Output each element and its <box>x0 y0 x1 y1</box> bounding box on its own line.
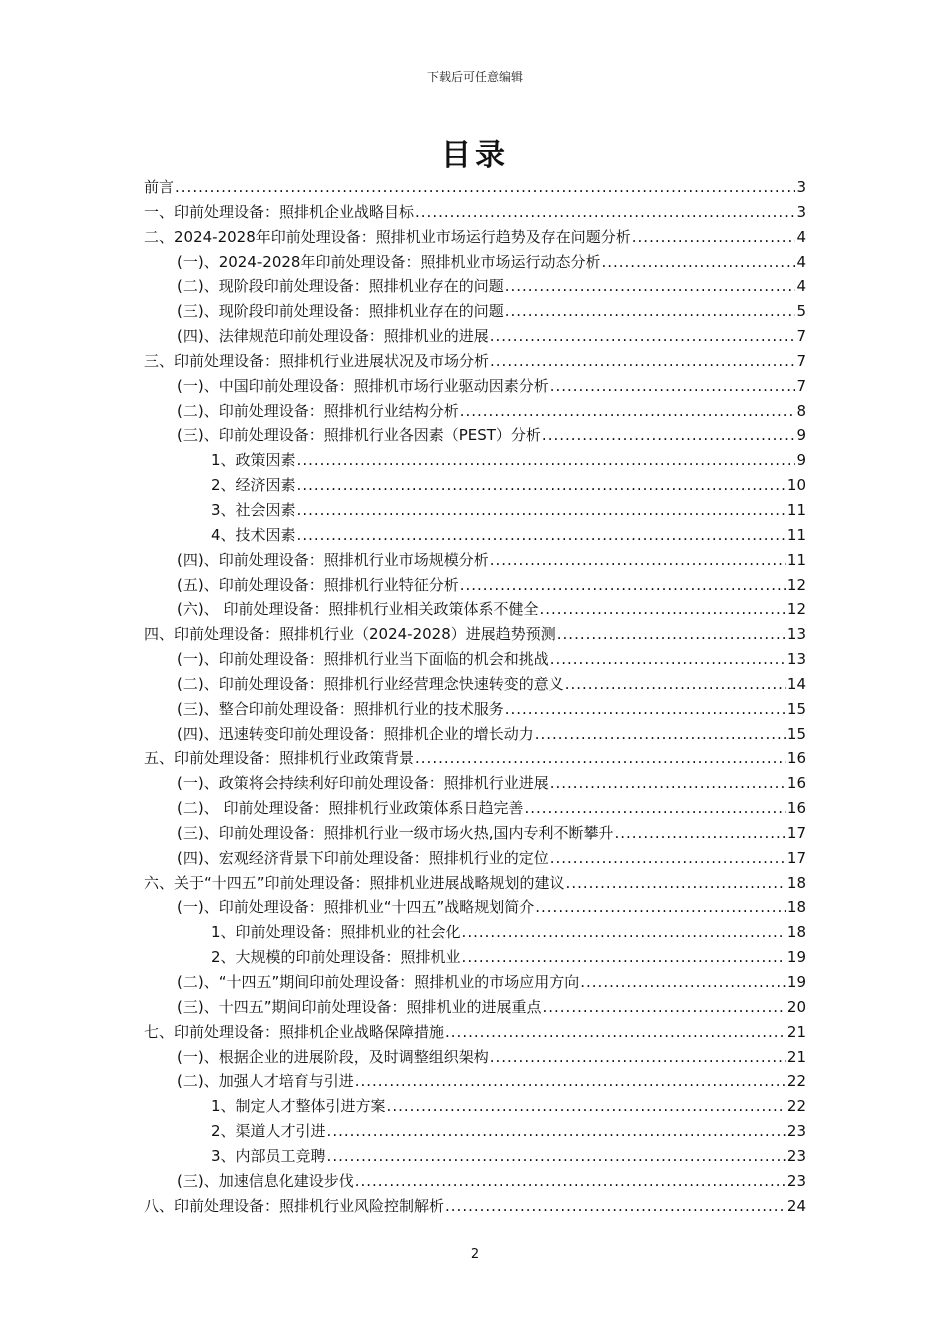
toc-entry-page: 23 <box>786 1146 806 1165</box>
toc-leader-dots <box>535 722 786 747</box>
toc-entry-title: (三)、印前处理设备：照排机行业一级市场火热,国内专利不断攀升 <box>177 823 614 842</box>
toc-entry-title: (二)、印前处理设备：照排机行业结构分析 <box>177 401 459 420</box>
toc-leader-dots <box>175 175 795 200</box>
toc-entry-page: 3 <box>796 178 806 196</box>
toc-leader-dots <box>490 1045 786 1070</box>
toc-leader-dots <box>550 374 796 399</box>
toc-leader-dots <box>542 995 785 1020</box>
toc-leader-dots <box>415 746 786 771</box>
toc-entry[interactable] <box>144 1020 806 1045</box>
toc-entry-page: 20 <box>786 997 806 1016</box>
toc-entry[interactable] <box>144 796 806 821</box>
toc-leader-dots <box>505 274 796 299</box>
toc-entry[interactable] <box>144 771 806 796</box>
toc-entry-title: 2、大规模的印前处理设备：照排机业 <box>211 948 461 967</box>
toc-entry[interactable] <box>144 200 806 225</box>
page-header: 下载后可任意编辑 <box>426 70 523 84</box>
toc-entry-page: 11 <box>786 525 806 544</box>
toc-entry-page: 12 <box>786 600 806 619</box>
toc-entry-title: 3、社会因素 <box>211 500 296 519</box>
toc-entry[interactable] <box>144 622 806 647</box>
toc-entry-page: 9 <box>796 451 806 470</box>
toc-entry[interactable] <box>144 225 806 250</box>
toc-entry-title: 八、印前处理设备：照排机行业风险控制解析 <box>144 1196 445 1215</box>
toc-entry-page: 19 <box>786 973 806 991</box>
toc-entry-page: 7 <box>796 376 806 395</box>
toc-entry[interactable] <box>144 647 806 672</box>
toc-leader-dots <box>490 324 796 349</box>
toc-leader-dots <box>505 697 786 722</box>
toc-entry[interactable] <box>144 846 806 871</box>
toc-entry[interactable] <box>144 349 806 374</box>
toc-entry[interactable] <box>144 548 806 573</box>
toc-entry-title: (一)、政策将会持续利好印前处理设备：照排机行业进展 <box>177 774 549 793</box>
toc-entry-title: (一)、印前处理设备：照排机业“十四五”战略规划简介 <box>177 898 535 917</box>
toc-leader-dots <box>614 821 785 846</box>
toc-entry-page: 4 <box>796 252 806 271</box>
toc-leader-dots <box>327 1119 786 1144</box>
toc-leader-dots <box>387 1094 786 1119</box>
toc-entry-title: 1、制定人才整体引进方案 <box>211 1097 386 1116</box>
toc-entry-page: 15 <box>786 724 806 743</box>
toc-entry-page: 7 <box>796 327 806 346</box>
toc-entry-page: 13 <box>786 650 806 669</box>
toc-leader-dots <box>460 399 796 424</box>
toc-entry[interactable] <box>144 821 806 846</box>
toc-entry-title: (二)、加强人才培育与引进 <box>177 1072 354 1091</box>
toc-entry-title: (三)、印前处理设备：照排机行业各因素（PEST）分析 <box>177 426 541 445</box>
toc-entry-title: 2、渠道人才引进 <box>211 1122 326 1141</box>
toc-entry-page: 5 <box>796 302 806 321</box>
toc-entry-title: (一)、根据企业的进展阶段，及时调整组织架构 <box>177 1047 489 1066</box>
toc-entry-page: 16 <box>786 799 806 818</box>
toc-entry[interactable] <box>144 1045 806 1070</box>
toc-entry-title: 1、印前处理设备：照排机业的社会化 <box>211 923 461 942</box>
toc-entry-title: 1、政策因素 <box>211 451 296 470</box>
toc-leader-dots <box>550 771 786 796</box>
toc-entry-title: 三、印前处理设备：照排机行业进展状况及市场分析 <box>144 351 490 370</box>
toc-entry-title: 六、关于“十四五”印前处理设备：照排机业进展战略规划的建议 <box>144 873 565 892</box>
toc-entry[interactable] <box>144 473 806 498</box>
toc-entry-title: (一)、印前处理设备：照排机行业当下面临的机会和挑战 <box>177 650 549 669</box>
toc-entry-page: 21 <box>786 1047 806 1066</box>
toc-leader-dots <box>557 622 786 647</box>
toc-entry[interactable] <box>144 995 806 1020</box>
toc-entry-page: 15 <box>786 699 806 718</box>
toc-entry-title: (三)、十四五”期间印前处理设备：照排机业的进展重点 <box>177 997 542 1016</box>
toc-entry-title: (一)、中国印前处理设备：照排机市场行业驱动因素分析 <box>177 376 549 395</box>
toc-entry-title: 四、印前处理设备：照排机行业（2024-2028）进展趋势预测 <box>144 625 556 644</box>
toc-entry-page: 9 <box>796 426 806 445</box>
toc-entry-page: 18 <box>786 873 806 892</box>
toc-leader-dots <box>490 349 795 374</box>
toc-entry-page: 3 <box>796 202 806 221</box>
toc-leader-dots <box>460 573 786 598</box>
toc-entry[interactable] <box>144 1144 806 1169</box>
page-title: 目录 <box>441 138 509 173</box>
toc-entry-page: 21 <box>786 1022 806 1041</box>
toc-entry[interactable] <box>144 299 806 324</box>
toc-leader-dots <box>601 250 795 275</box>
toc-entry[interactable] <box>144 175 806 200</box>
toc-entry-title: 五、印前处理设备：照排机行业政策背景 <box>144 749 415 768</box>
toc-leader-dots <box>415 200 795 225</box>
toc-leader-dots <box>445 1194 786 1219</box>
toc-entry-page: 23 <box>786 1171 806 1190</box>
toc-leader-dots <box>535 895 786 920</box>
toc-entry-title: (四)、法律规范印前处理设备：照排机业的进展 <box>177 327 489 346</box>
toc-entry-page: 16 <box>786 749 806 768</box>
toc-entry-title: (二)、印前处理设备：照排机行业经营理念快速转变的意义 <box>177 674 564 693</box>
toc-entry-title: 前言 <box>144 178 175 196</box>
toc-entry-title: (四)、宏观经济背景下印前处理设备：照排机行业的定位 <box>177 848 549 867</box>
toc-entry[interactable] <box>144 250 806 275</box>
toc-entry[interactable] <box>144 722 806 747</box>
toc-entry-page: 23 <box>786 1122 806 1141</box>
toc-entry[interactable] <box>144 871 806 896</box>
toc-entry-page: 8 <box>796 401 806 420</box>
table-of-contents <box>144 175 806 1218</box>
toc-entry-title: (三)、加速信息化建设步伐 <box>177 1171 354 1190</box>
toc-entry-title: (二)、 印前处理设备：照排机行业政策体系日趋完善 <box>177 799 524 818</box>
toc-leader-dots <box>355 1069 786 1094</box>
toc-entry[interactable] <box>144 746 806 771</box>
page-number: 2 <box>470 1247 480 1262</box>
toc-entry[interactable] <box>144 374 806 399</box>
toc-leader-dots <box>566 871 786 896</box>
toc-leader-dots <box>524 796 785 821</box>
toc-leader-dots <box>565 672 786 697</box>
toc-leader-dots <box>490 548 786 573</box>
toc-entry-title: (四)、印前处理设备：照排机行业市场规模分析 <box>177 550 489 569</box>
toc-entry-title: (三)、整合印前处理设备：照排机行业的技术服务 <box>177 699 504 718</box>
toc-leader-dots <box>462 945 786 970</box>
toc-entry[interactable] <box>144 945 806 970</box>
toc-entry-title: 2、经济因素 <box>211 476 296 495</box>
toc-leader-dots <box>462 920 786 945</box>
toc-leader-dots <box>550 647 786 672</box>
toc-leader-dots <box>445 1020 786 1045</box>
toc-leader-dots <box>505 299 796 324</box>
toc-entry-title: 4、技术因素 <box>211 525 296 544</box>
toc-leader-dots <box>632 225 796 250</box>
toc-entry[interactable] <box>144 573 806 598</box>
toc-entry-page: 4 <box>796 227 806 246</box>
toc-entry-title: 二、2024-2028年印前处理设备：照排机业市场运行趋势及存在问题分析 <box>144 227 631 246</box>
toc-entry-page: 10 <box>786 476 806 495</box>
toc-entry-title: (六)、 印前处理设备：照排机行业相关政策体系不健全 <box>177 600 539 619</box>
toc-entry[interactable] <box>144 448 806 473</box>
toc-entry-page: 14 <box>786 674 806 693</box>
toc-entry[interactable] <box>144 1069 806 1094</box>
toc-leader-dots <box>297 473 786 498</box>
toc-entry-page: 11 <box>786 500 806 519</box>
toc-entry[interactable] <box>144 274 806 299</box>
toc-entry-page: 22 <box>786 1072 806 1091</box>
toc-leader-dots <box>580 970 786 995</box>
toc-leader-dots <box>355 1169 786 1194</box>
toc-entry[interactable] <box>144 498 806 523</box>
toc-entry[interactable] <box>144 523 806 548</box>
toc-entry-page: 11 <box>786 550 806 569</box>
toc-entry-title: (五)、印前处理设备：照排机行业特征分析 <box>177 575 459 594</box>
toc-entry-page: 13 <box>786 625 806 644</box>
toc-entry-page: 18 <box>786 898 806 917</box>
toc-entry[interactable] <box>144 399 806 424</box>
toc-entry[interactable] <box>144 920 806 945</box>
toc-entry[interactable] <box>144 1169 806 1194</box>
toc-entry-title: (四)、迅速转变印前处理设备：照排机企业的增长动力 <box>177 724 534 743</box>
toc-entry-title: (一)、2024-2028年印前处理设备：照排机业市场运行动态分析 <box>177 252 601 271</box>
toc-entry[interactable] <box>144 1094 806 1119</box>
toc-leader-dots <box>550 846 786 871</box>
toc-entry[interactable] <box>144 423 806 448</box>
toc-leader-dots <box>297 523 786 548</box>
toc-entry[interactable] <box>144 1119 806 1144</box>
toc-leader-dots <box>297 498 786 523</box>
toc-entry-page: 16 <box>786 774 806 793</box>
toc-leader-dots <box>542 423 796 448</box>
toc-entry-page: 12 <box>786 575 806 594</box>
toc-entry[interactable] <box>144 1194 806 1219</box>
toc-entry-page: 17 <box>786 848 806 867</box>
toc-entry-page: 24 <box>786 1196 806 1215</box>
toc-entry-title: 七、印前处理设备：照排机企业战略保障措施 <box>144 1022 445 1041</box>
toc-entry-title: 一、印前处理设备：照排机企业战略目标 <box>144 202 415 221</box>
toc-entry-page: 7 <box>796 351 806 370</box>
toc-entry-title: 3、内部员工竞聘 <box>211 1146 326 1165</box>
toc-entry-title: (二)、现阶段印前处理设备：照排机业存在的问题 <box>177 277 504 296</box>
toc-entry-title: (二)、“十四五”期间印前处理设备：照排机业的市场应用方向 <box>177 973 580 991</box>
toc-leader-dots <box>297 448 796 473</box>
toc-entry-title: (三)、现阶段印前处理设备：照排机业存在的问题 <box>177 302 504 321</box>
toc-entry[interactable] <box>144 324 806 349</box>
toc-entry-page: 19 <box>786 948 806 967</box>
toc-entry-page: 17 <box>786 823 806 842</box>
toc-entry-page: 18 <box>786 923 806 942</box>
toc-entry-page: 22 <box>786 1097 806 1116</box>
toc-entry[interactable] <box>144 697 806 722</box>
toc-entry[interactable] <box>144 672 806 697</box>
toc-leader-dots <box>539 597 785 622</box>
toc-entry[interactable] <box>144 970 806 995</box>
toc-leader-dots <box>327 1144 786 1169</box>
toc-entry-page: 4 <box>796 277 806 296</box>
toc-entry[interactable] <box>144 597 806 622</box>
toc-entry[interactable] <box>144 895 806 920</box>
